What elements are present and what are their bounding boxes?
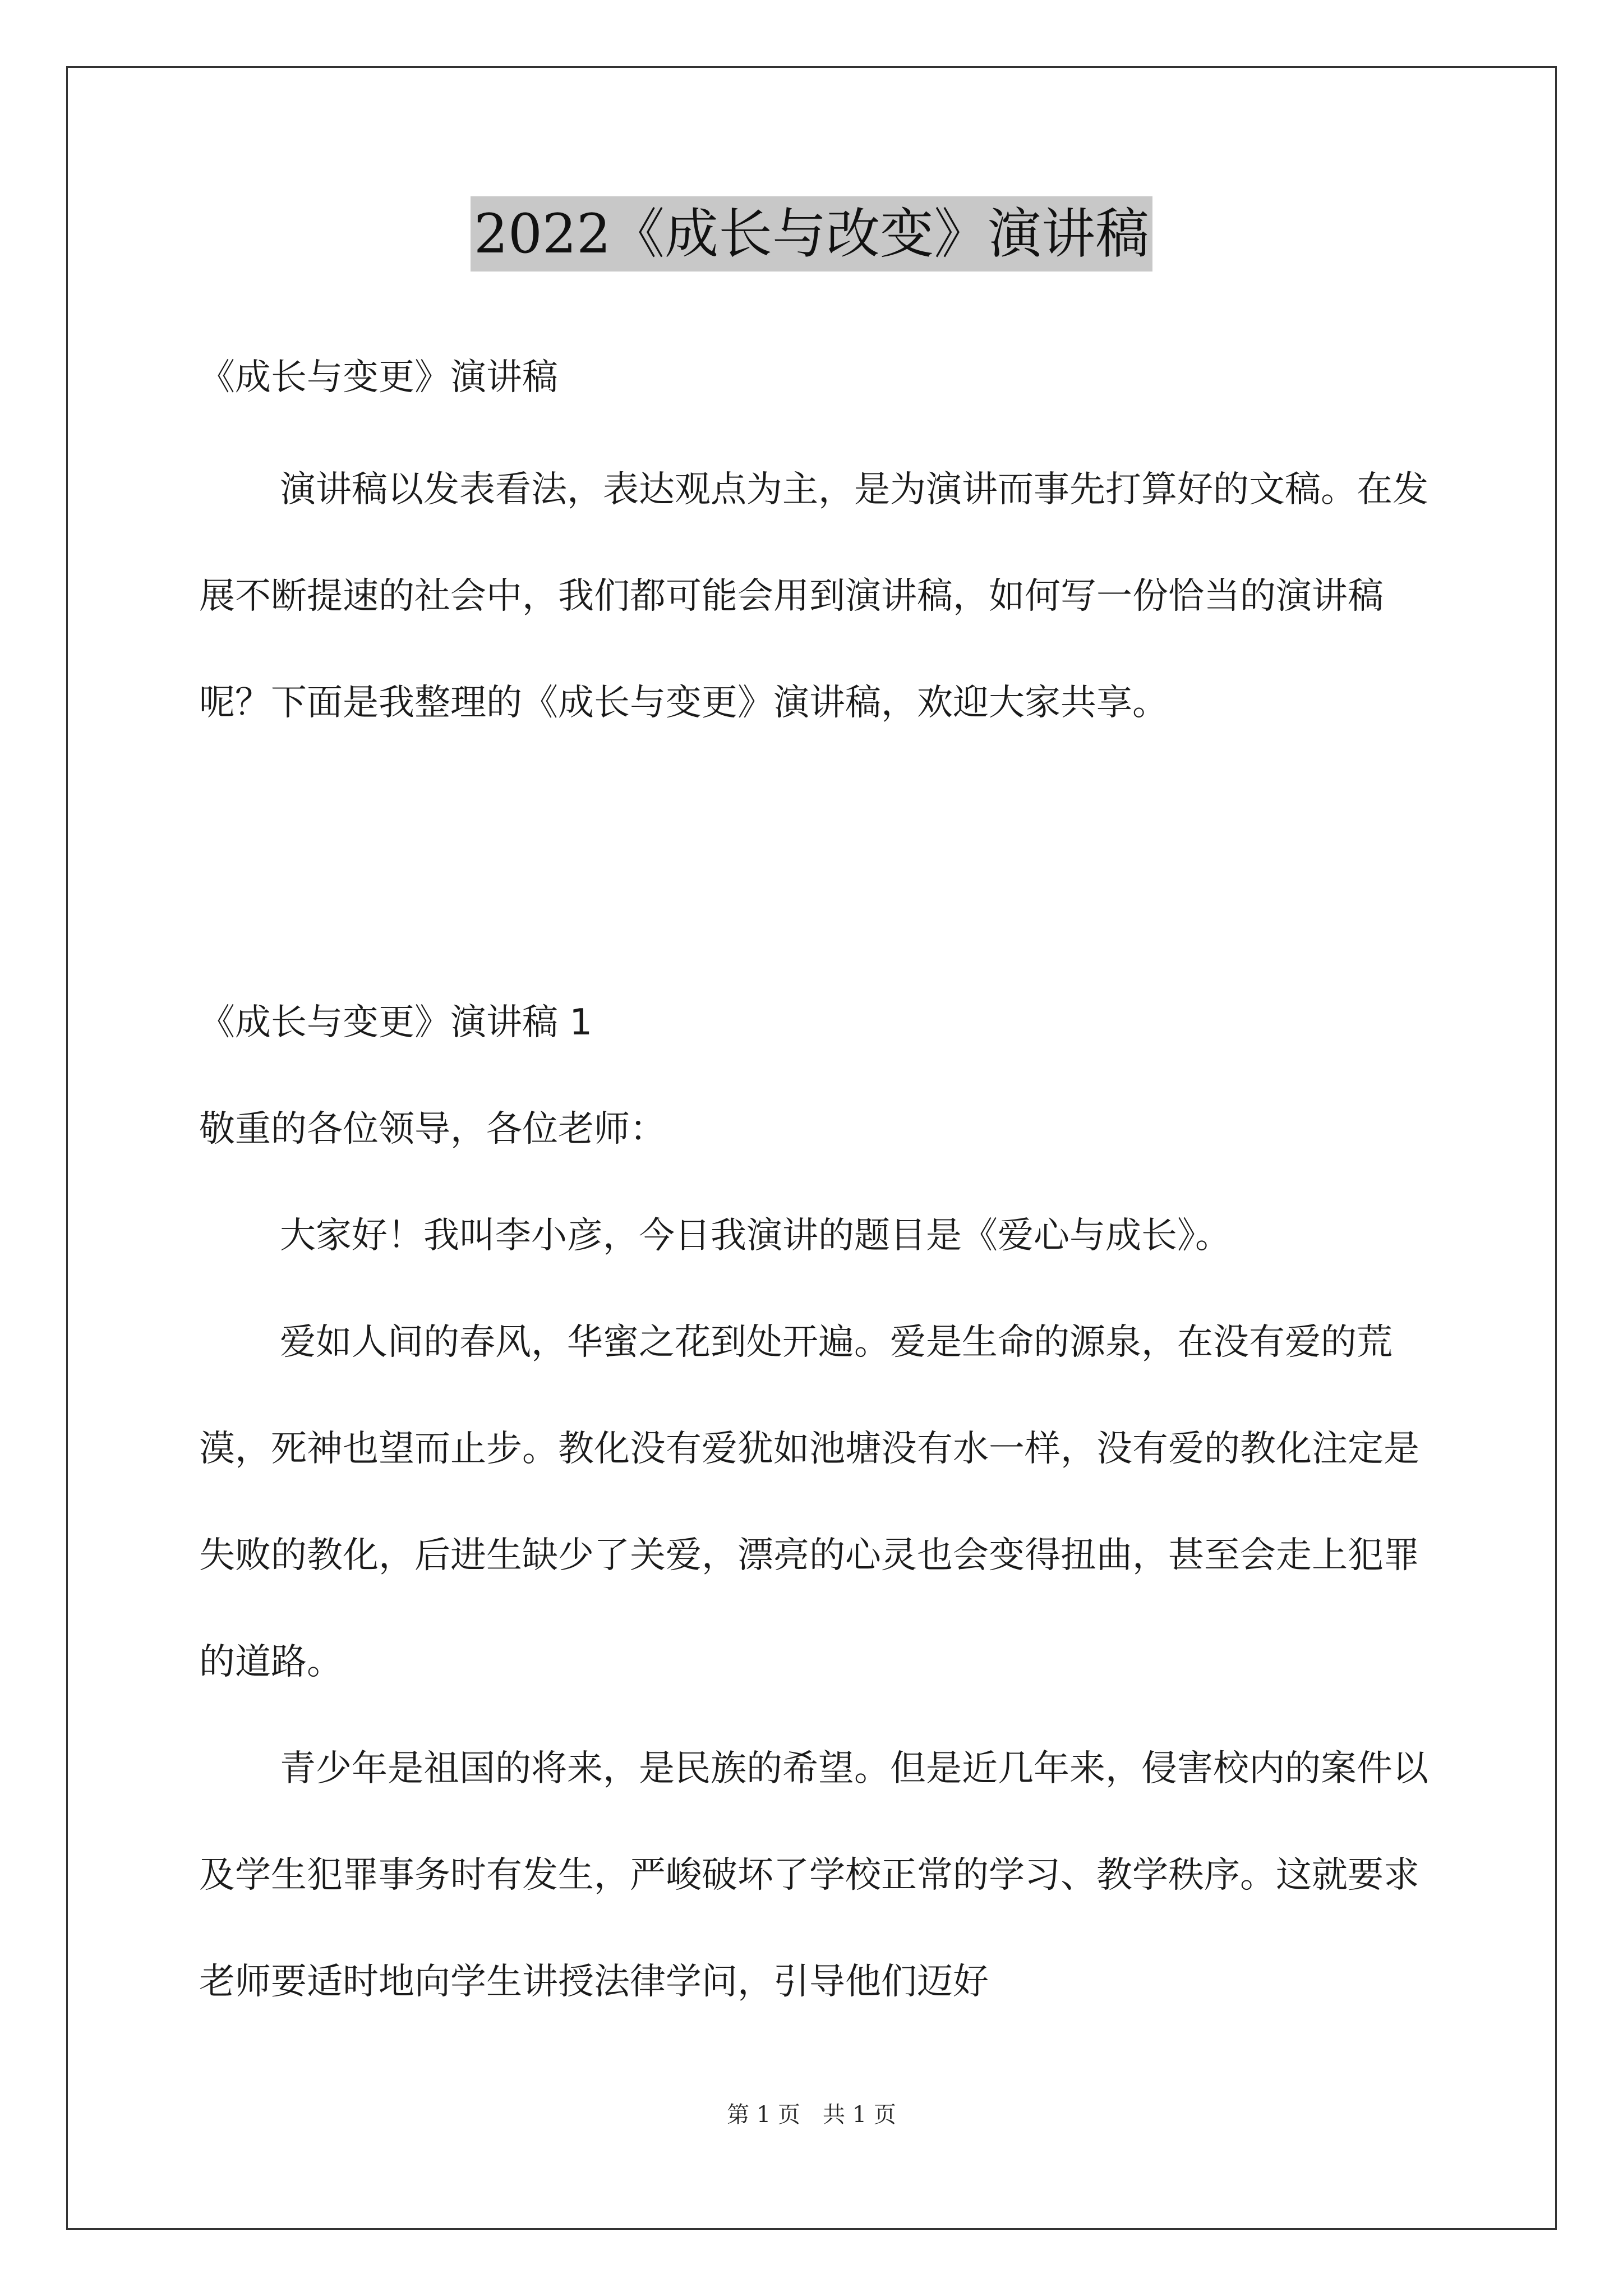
body-paragraph: 爱如人间的春风，华蜜之花到处开遍。爱是生命的源泉，在没有爱的荒漠，死神也望而止步。教化没有爱犹如池塘没有水一样，没有爱的教化注定是失败的教化，后进生缺少了关爱，漂亮的心灵也会变得扭曲，甚至会走上犯罪的道路。 — [199, 1322, 1419, 1683]
intro-paragraph: 演讲稿以发表看法，表达观点为主，是为演讲而事先打算好的文稿。在发展不断提速的社会中，我们都可能会用到演讲稿，如何写一份恰当的演讲稿呢？下面是我整理的《成长与变更》演讲稿，欢迎大家共享。 — [199, 469, 1428, 724]
page-footer: 第 1 页 共 1 页 — [727, 2102, 896, 2128]
document-title — [0, 196, 1623, 273]
section-heading: 《成长与变更》演讲稿 1 — [199, 1002, 593, 1043]
salutation: 敬重的各位领导，各位老师： — [199, 1108, 666, 1150]
body-paragraph: 青少年是祖国的将来，是民族的希望。但是近几年来，侵害校内的案件以及学生犯罪事务时有发生，严峻破坏了学校正常的学习、教学秩序。这就要求老师要适时地向学生讲授法律学问，引导他们迈好 — [199, 1748, 1428, 2003]
body-paragraph: 大家好！我叫李小彦，今日我演讲的题目是《爱心与成长》。 — [280, 1215, 1231, 1257]
document-title-text: 2022《成长与改变》演讲稿 — [471, 196, 1152, 272]
subtitle: 《成长与变更》演讲稿 — [199, 357, 558, 398]
